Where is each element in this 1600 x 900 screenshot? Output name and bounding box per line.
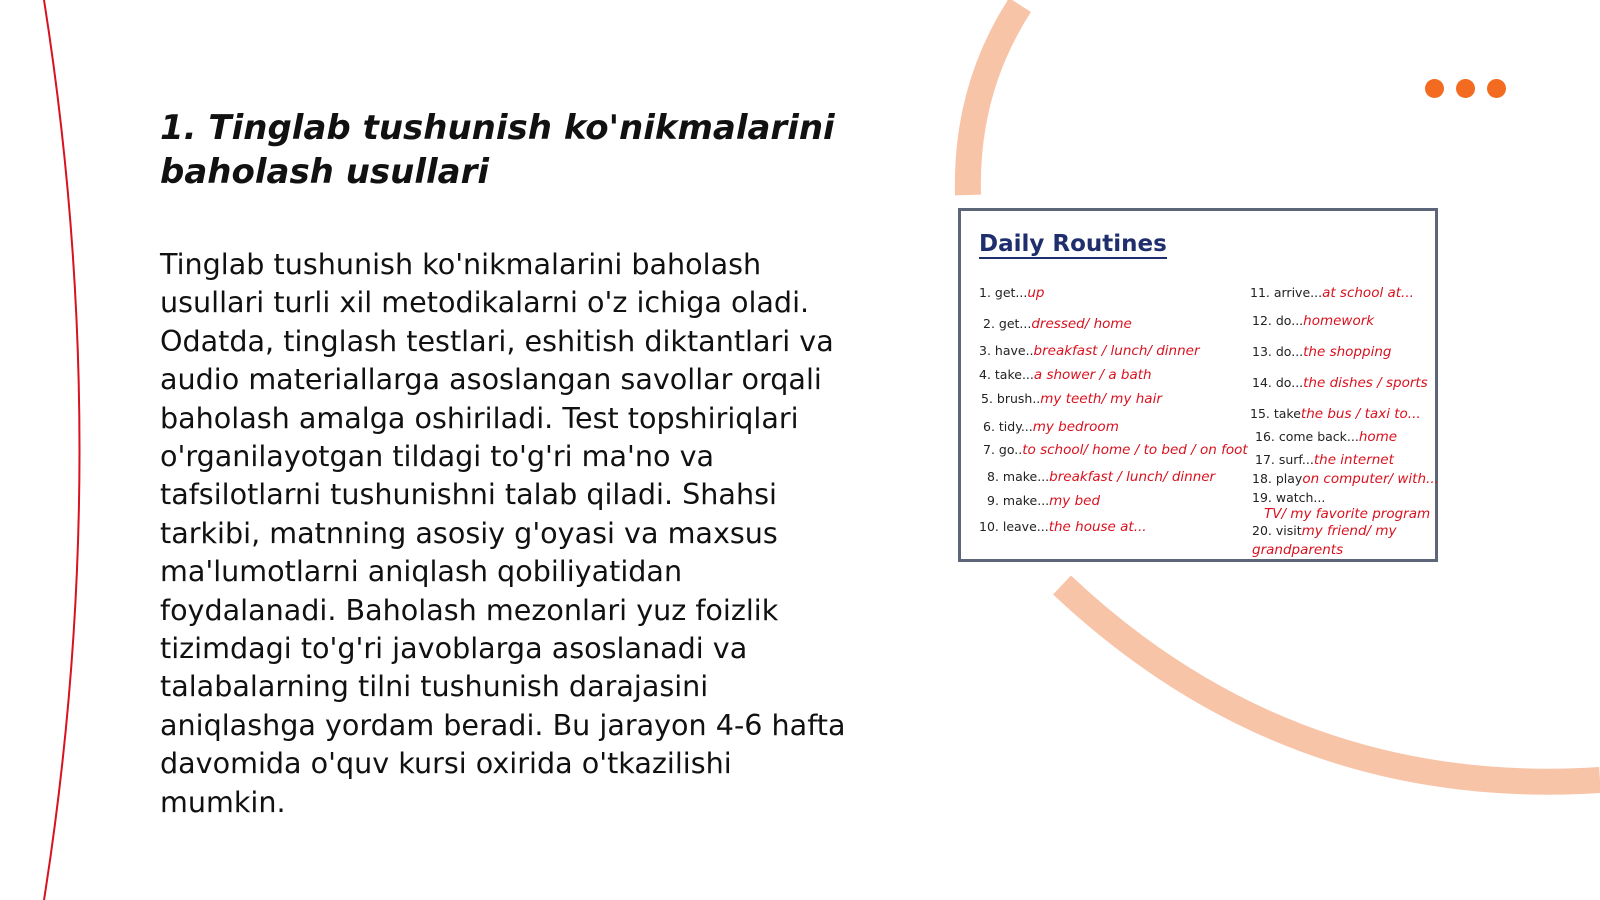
worksheet-item bbox=[1252, 342, 1391, 361]
dot-icon bbox=[1425, 79, 1444, 98]
item-prompt: 11. arrive... bbox=[1250, 285, 1323, 300]
item-prompt: 12. do... bbox=[1252, 313, 1304, 328]
worksheet-item bbox=[1252, 373, 1428, 392]
item-prompt: 1. get... bbox=[979, 285, 1028, 300]
daily-routines-worksheet-image bbox=[958, 208, 1438, 562]
item-prompt: 8. make... bbox=[987, 469, 1050, 484]
item-answer: on computer/ with... bbox=[1302, 471, 1439, 487]
worksheet-item bbox=[987, 491, 1100, 510]
item-answer: the dishes / sports bbox=[1303, 375, 1428, 391]
slide-body-text: Tinglab tushunish ko'nikmalarini baholash usullari turli xil metodikalarni o'z ichiga oladi. Odatda, tinglash testlari, eshitish diktantlari va audio materiallarga asoslangan savollar orqali baholash amalga oshiriladi. Test topshiriqlari o'rganilayotgan tildagi to'g'ri ma'no va tafsilotlarni tushunishni talab qiladi. Shahsi tarkibi, matnning asosiy g'oyasi va maxsus ma'lumotlarni aniqlash qobiliyatidan foydalanadi. Baholash mezonlari yuz foizlik tizimdagi to'g'ri javoblarga asoslanadi va talabalarning tilni tushunish darajasini aniqlashga yordam beradi. Bu jarayon 4-6 hafta davomida o'quv kursi oxirida o'tkazilishi mumkin. bbox=[160, 247, 846, 819]
item-answer: my friend/ my grandparents bbox=[1252, 523, 1397, 558]
worksheet-title: Daily Routines bbox=[979, 231, 1167, 257]
item-answer: homework bbox=[1303, 313, 1375, 329]
worksheet-item bbox=[1252, 311, 1374, 330]
item-answer: dressed/ home bbox=[1031, 316, 1132, 332]
item-answer: a shower / a bath bbox=[1033, 367, 1152, 383]
worksheet-item bbox=[979, 517, 1147, 536]
worksheet-item bbox=[983, 314, 1132, 333]
item-prompt: 5. brush.. bbox=[981, 391, 1041, 406]
item-prompt: 13. do... bbox=[1252, 344, 1304, 359]
item-prompt: 10. leave... bbox=[979, 519, 1049, 534]
item-prompt: 14. do... bbox=[1252, 375, 1304, 390]
worksheet-item bbox=[1252, 521, 1432, 559]
item-prompt: 7. go.. bbox=[983, 442, 1023, 457]
worksheet-item bbox=[1252, 489, 1432, 522]
item-answer: the bus / taxi to... bbox=[1300, 406, 1421, 422]
worksheet-item bbox=[1250, 404, 1421, 423]
item-answer: TV/ my favorite program bbox=[1264, 506, 1431, 522]
worksheet-item bbox=[1250, 283, 1414, 302]
item-answer: up bbox=[1027, 285, 1045, 301]
item-prompt: 3. have.. bbox=[979, 343, 1034, 358]
worksheet-item bbox=[1255, 450, 1394, 469]
item-prompt: 19. watch... bbox=[1252, 490, 1326, 505]
item-answer: the internet bbox=[1313, 452, 1394, 468]
slide-dots bbox=[1425, 79, 1506, 98]
worksheet-item bbox=[983, 440, 1248, 459]
item-answer: my bedroom bbox=[1032, 419, 1119, 435]
worksheet-item bbox=[979, 283, 1045, 302]
orange-arc-top bbox=[968, 5, 1020, 195]
item-prompt: 18. play bbox=[1252, 471, 1303, 486]
item-answer: breakfast / lunch/ dinner bbox=[1033, 343, 1200, 359]
item-prompt: 6. tidy... bbox=[983, 419, 1033, 434]
item-prompt: 17. surf... bbox=[1255, 452, 1314, 467]
item-prompt: 9. make... bbox=[987, 493, 1050, 508]
worksheet-item bbox=[987, 467, 1215, 486]
worksheet-item bbox=[979, 365, 1152, 384]
worksheet-item bbox=[983, 417, 1119, 436]
worksheet-item bbox=[1252, 469, 1439, 488]
dot-icon bbox=[1487, 79, 1506, 98]
worksheet-item bbox=[981, 389, 1162, 408]
item-answer: breakfast / lunch/ dinner bbox=[1049, 469, 1216, 485]
slide-title: 1. Tinglab tushunish ko'nikmalarini baholash usullari bbox=[160, 108, 835, 192]
item-prompt: 2. get... bbox=[983, 316, 1032, 331]
item-answer: at school at... bbox=[1322, 285, 1414, 301]
item-prompt: 15. take bbox=[1250, 406, 1301, 421]
item-prompt: 4. take... bbox=[979, 367, 1034, 382]
item-answer: to school/ home / to bed / on foot bbox=[1022, 442, 1248, 458]
orange-arc-bottom bbox=[1062, 585, 1600, 782]
left-red-curve bbox=[44, 0, 80, 900]
item-prompt: 16. come back... bbox=[1255, 429, 1359, 444]
item-answer: home bbox=[1358, 429, 1398, 445]
dot-icon bbox=[1456, 79, 1475, 98]
item-answer: the shopping bbox=[1303, 344, 1392, 360]
worksheet-item bbox=[979, 341, 1200, 360]
item-answer: the house at... bbox=[1048, 519, 1147, 535]
item-answer: my bed bbox=[1049, 493, 1101, 509]
item-answer: my teeth/ my hair bbox=[1040, 391, 1162, 407]
item-prompt: 20. visit bbox=[1252, 523, 1302, 538]
worksheet-item bbox=[1255, 427, 1397, 446]
